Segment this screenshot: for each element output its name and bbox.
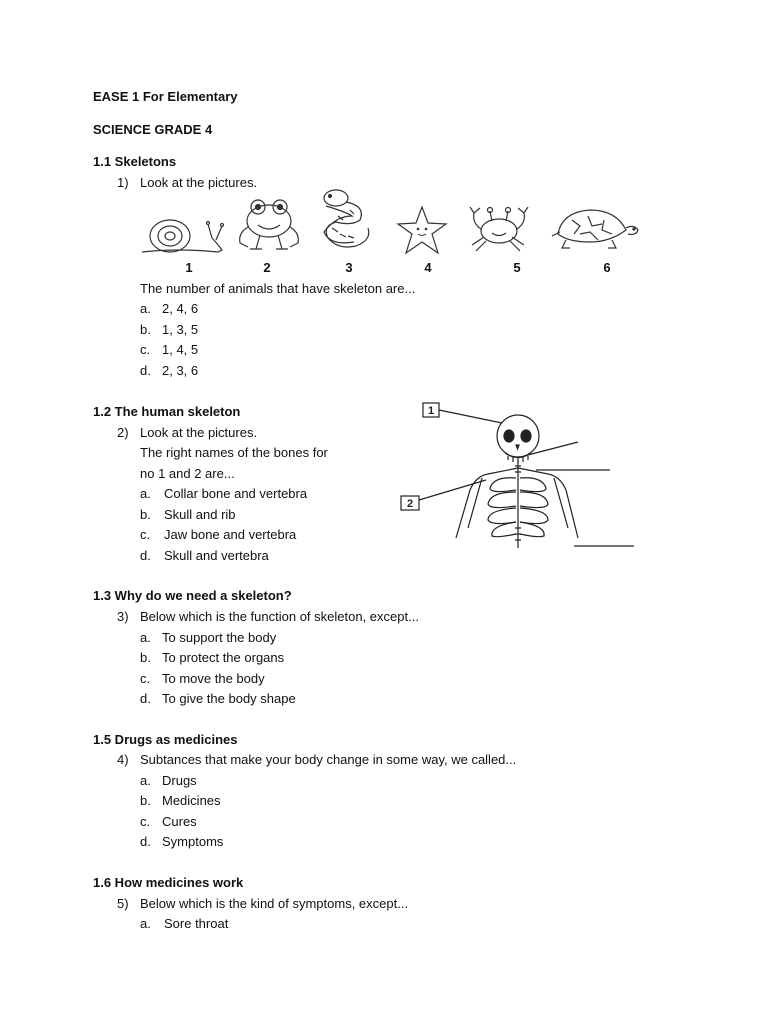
option-letter: a. xyxy=(140,486,151,501)
picture-number: 6 xyxy=(603,260,611,275)
document-title: EASE 1 For Elementary xyxy=(93,89,238,104)
option-text: Skull and rib xyxy=(164,507,236,522)
option-text: Cures xyxy=(162,814,197,829)
option-text: Jaw bone and vertebra xyxy=(164,527,297,542)
option-letter: d. xyxy=(140,363,151,378)
option-letter: a. xyxy=(140,630,151,645)
option-letter: a. xyxy=(140,916,151,931)
option-letter: d. xyxy=(140,834,151,849)
section-heading-human-skeleton: 1.2 The human skeleton xyxy=(93,404,241,419)
option-letter: c. xyxy=(140,814,151,829)
option-letter: b. xyxy=(140,322,151,337)
section-heading-skeletons: 1.1 Skeletons xyxy=(93,154,177,169)
turtle-picture xyxy=(550,200,640,252)
option-text: 2, 4, 6 xyxy=(162,301,199,316)
crab-picture xyxy=(466,203,532,255)
option-letter: d. xyxy=(140,548,151,563)
option-text: 1, 3, 5 xyxy=(162,322,199,337)
option-text: Medicines xyxy=(162,793,221,808)
starfish-picture xyxy=(396,205,448,255)
question-stem: The right names of the bones for xyxy=(140,445,328,460)
question-number: 3) xyxy=(117,609,129,624)
skeleton-diagram xyxy=(398,398,638,553)
option-letter: b. xyxy=(140,793,151,808)
picture-number: 3 xyxy=(345,260,353,275)
question-text: Subtances that make your body change in some way, we called... xyxy=(140,752,517,767)
question-number: 1) xyxy=(117,175,129,190)
question-number: 4) xyxy=(117,752,129,767)
option-letter: d. xyxy=(140,691,151,706)
picture-number: 1 xyxy=(185,260,193,275)
option-text: To support the body xyxy=(162,630,277,645)
document-subtitle: SCIENCE GRADE 4 xyxy=(93,122,213,137)
option-letter: c. xyxy=(140,527,151,542)
section-heading-drugs: 1.5 Drugs as medicines xyxy=(93,732,238,747)
option-text: To move the body xyxy=(162,671,265,686)
picture-number: 5 xyxy=(513,260,521,275)
option-text: 1, 4, 5 xyxy=(162,342,199,357)
question-stem: The number of animals that have skeleton are... xyxy=(140,281,416,296)
option-text: 2, 3, 6 xyxy=(162,363,199,378)
picture-number: 4 xyxy=(424,260,432,275)
snake-picture xyxy=(316,188,378,254)
option-text: Sore throat xyxy=(164,916,229,931)
option-letter: a. xyxy=(140,773,151,788)
section-heading-why-skeleton: 1.3 Why do we need a skeleton? xyxy=(93,588,292,603)
option-text: Symptoms xyxy=(162,834,224,849)
diagram-label-1: 1 xyxy=(427,405,435,417)
picture-number: 2 xyxy=(263,260,271,275)
frog-picture xyxy=(234,197,304,253)
option-text: Collar bone and vertebra xyxy=(164,486,308,501)
option-letter: c. xyxy=(140,671,151,686)
option-text: To protect the organs xyxy=(162,650,285,665)
option-text: Skull and vertebra xyxy=(164,548,269,563)
snail-picture xyxy=(138,212,228,257)
question-number: 2) xyxy=(117,425,129,440)
section-heading-medicines-work: 1.6 How medicines work xyxy=(93,875,244,890)
question-text: Below which is the kind of symptoms, except... xyxy=(140,896,409,911)
option-letter: c. xyxy=(140,342,151,357)
question-text: Below which is the function of skeleton, except... xyxy=(140,609,419,624)
option-letter: b. xyxy=(140,650,151,665)
diagram-label-2: 2 xyxy=(406,498,414,510)
option-letter: a. xyxy=(140,301,151,316)
question-text: Look at the pictures. xyxy=(140,175,258,190)
question-number: 5) xyxy=(117,896,129,911)
option-letter: b. xyxy=(140,507,151,522)
question-text: Look at the pictures. xyxy=(140,425,258,440)
option-text: Drugs xyxy=(162,773,197,788)
question-stem: no 1 and 2 are... xyxy=(140,466,235,481)
option-text: To give the body shape xyxy=(162,691,296,706)
